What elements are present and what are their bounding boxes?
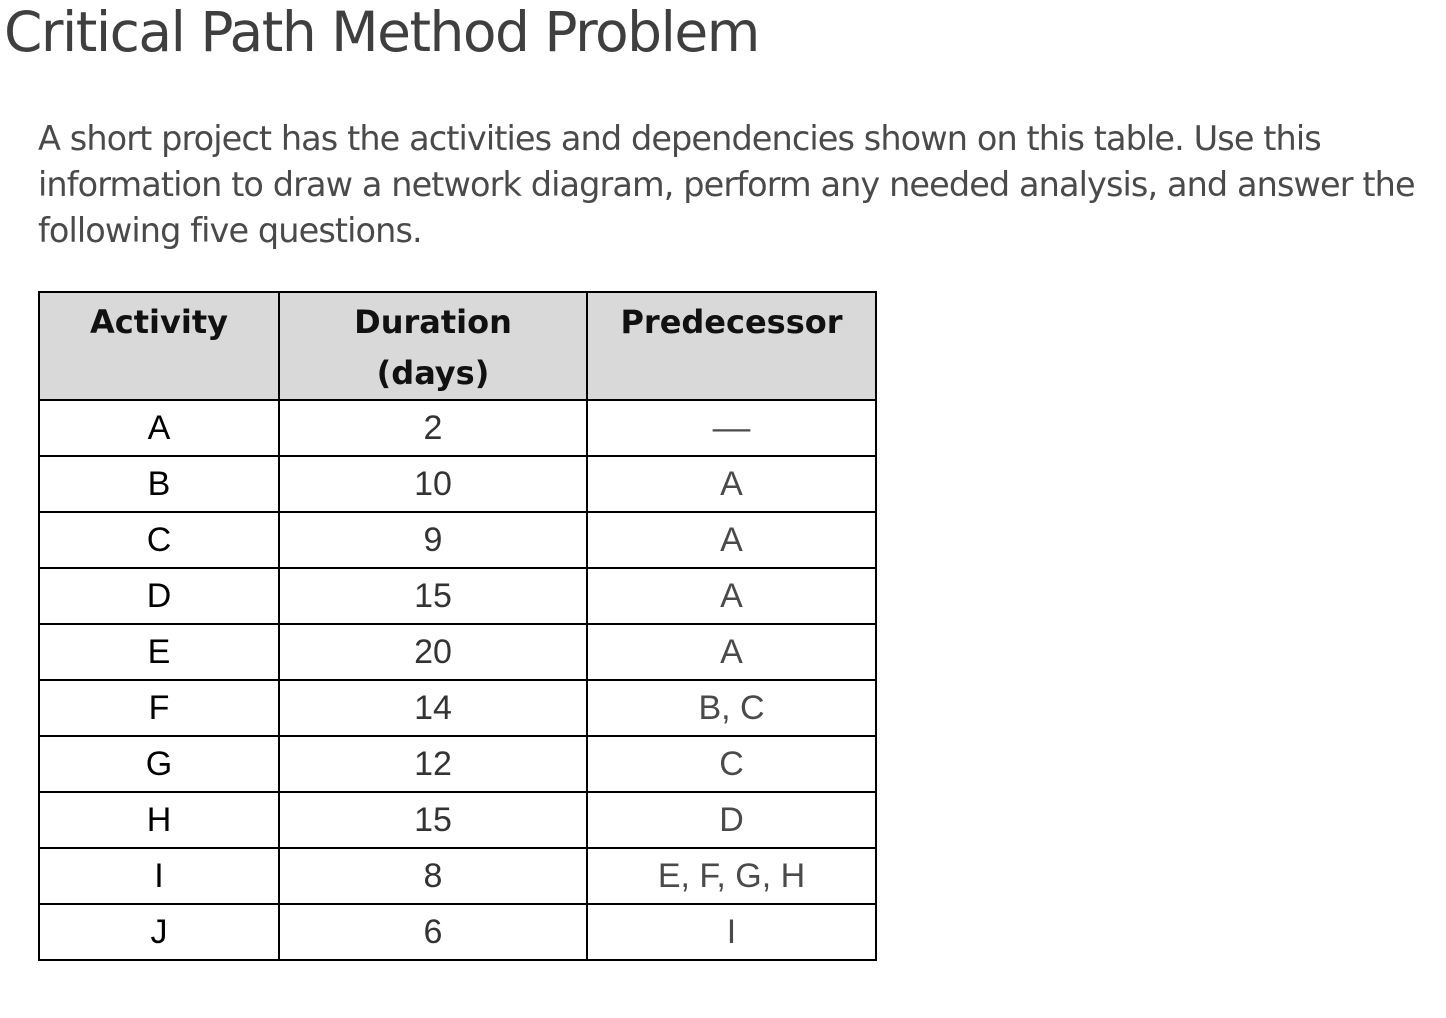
cell-activity: E xyxy=(39,624,279,680)
cell-predecessor: A xyxy=(587,512,876,568)
table-row xyxy=(39,848,876,904)
table-row xyxy=(39,456,876,512)
cell-duration: 15 xyxy=(279,568,587,624)
header-predecessor: Predecessor xyxy=(587,292,876,400)
cell-predecessor: A xyxy=(587,568,876,624)
cell-duration: 12 xyxy=(279,736,587,792)
cell-duration: 10 xyxy=(279,456,587,512)
cell-duration: 6 xyxy=(279,904,587,960)
table-row xyxy=(39,680,876,736)
table-row xyxy=(39,568,876,624)
table-row xyxy=(39,400,876,456)
cell-activity: J xyxy=(39,904,279,960)
page-title: Critical Path Method Problem xyxy=(4,0,759,64)
cell-activity: D xyxy=(39,568,279,624)
activity-table xyxy=(38,291,877,961)
table-row xyxy=(39,512,876,568)
cell-activity: H xyxy=(39,792,279,848)
cell-predecessor: D xyxy=(587,792,876,848)
header-activity: Activity xyxy=(39,292,279,400)
cell-activity: I xyxy=(39,848,279,904)
header-duration-line2: (days) xyxy=(376,354,490,392)
table-row xyxy=(39,904,876,960)
cell-predecessor: A xyxy=(587,456,876,512)
cell-duration: 20 xyxy=(279,624,587,680)
cell-activity: B xyxy=(39,456,279,512)
cell-duration: 2 xyxy=(279,400,587,456)
intro-paragraph: A short project has the activities and dependencies shown on this table. Use this information to draw a network diagram, perform any needed analysis, and answer the following five questions. xyxy=(38,119,1415,250)
table-row xyxy=(39,736,876,792)
cell-duration: 9 xyxy=(279,512,587,568)
cell-duration: 8 xyxy=(279,848,587,904)
cell-activity: A xyxy=(39,400,279,456)
cell-predecessor: C xyxy=(587,736,876,792)
cell-activity: G xyxy=(39,736,279,792)
cell-predecessor: A xyxy=(587,624,876,680)
cell-predecessor: –– xyxy=(587,400,876,456)
table-header-row xyxy=(39,292,876,400)
header-duration-line1: Duration xyxy=(354,303,512,341)
cell-duration: 15 xyxy=(279,792,587,848)
cell-activity: C xyxy=(39,512,279,568)
cell-activity: F xyxy=(39,680,279,736)
cell-predecessor: B, C xyxy=(587,680,876,736)
activity-table-container xyxy=(38,291,877,961)
cell-duration: 14 xyxy=(279,680,587,736)
cell-predecessor: I xyxy=(587,904,876,960)
table-row xyxy=(39,624,876,680)
header-duration xyxy=(279,292,587,400)
cell-predecessor: E, F, G, H xyxy=(587,848,876,904)
table-row xyxy=(39,792,876,848)
